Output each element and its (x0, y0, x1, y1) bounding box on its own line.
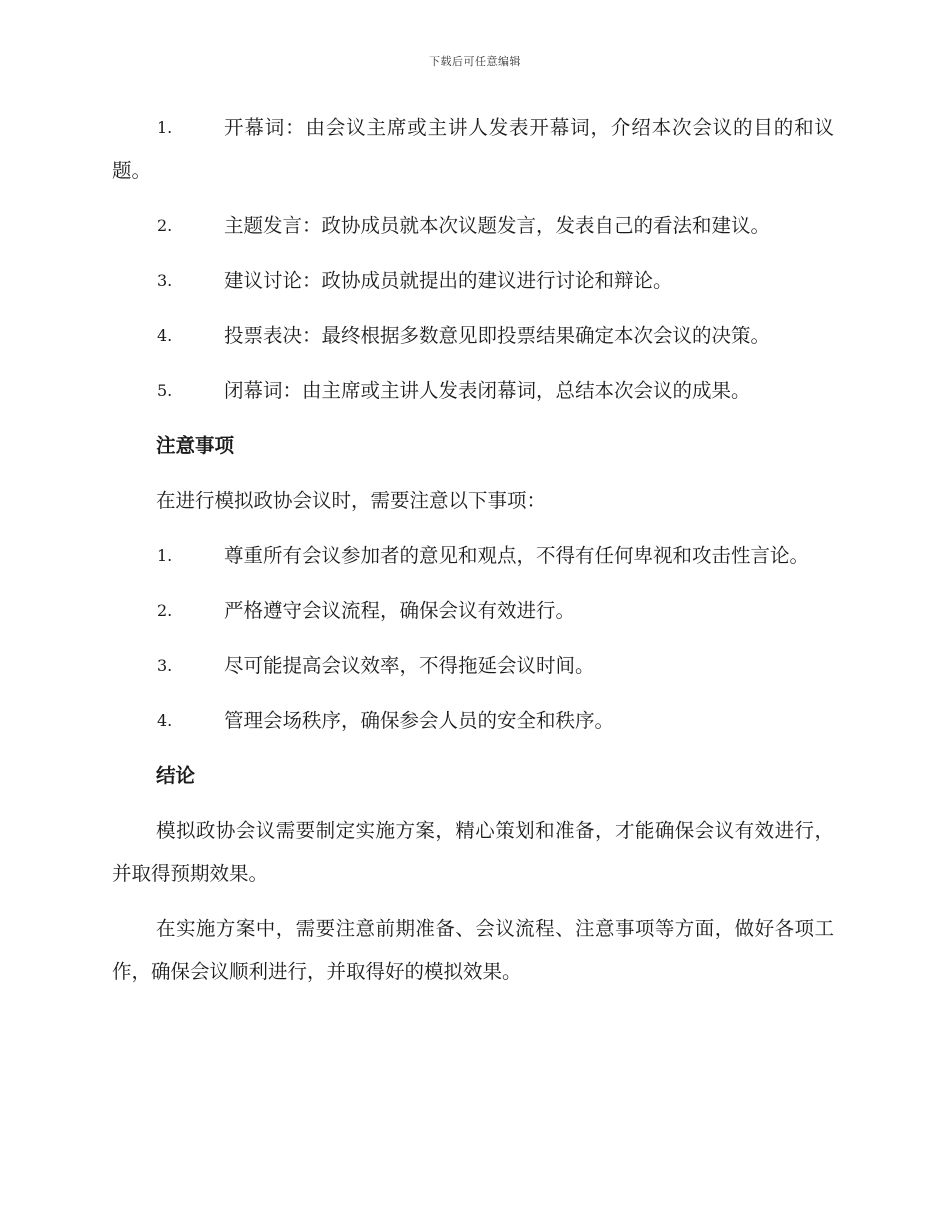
list-item-number: 2. (157, 216, 173, 235)
list-item (112, 204, 834, 247)
list-item-number: 3. (157, 271, 173, 290)
list-item-number: 5. (157, 381, 173, 400)
conclusion-paragraph: 模拟政协会议需要制定实施方案，精心策划和准备，才能确保会议有效进行，并取得预期效果。 (112, 819, 834, 885)
list-item-number: 1. (157, 118, 173, 137)
notes-intro: 在进行模拟政协会议时，需要注意以下事项： (156, 489, 547, 512)
list-item-text: 严格遵守会议流程，确保会议有效进行。 (224, 599, 576, 622)
list-item-number: 4. (157, 711, 173, 730)
list-item-text: 尽可能提高会议效率，不得拖延会议时间。 (224, 654, 595, 677)
list-item (112, 259, 834, 302)
list-item-number: 3. (157, 656, 173, 675)
list-item-text: 尊重所有会议参加者的意见和观点，不得有任何卑视和攻击性言论。 (224, 544, 810, 567)
list-item (112, 589, 834, 632)
list-item-number: 2. (157, 601, 173, 620)
list-item (112, 534, 834, 577)
list-item-number: 1. (157, 546, 173, 565)
conclusion-paragraph: 在实施方案中，需要注意前期准备、会议流程、注意事项等方面，做好各项工作，确保会议顺利进行，并取得好的模拟效果。 (112, 917, 834, 983)
page-header: 下载后可任意编辑 (429, 55, 521, 68)
list-item-text: 管理会场秩序，确保参会人员的安全和秩序。 (224, 709, 615, 732)
list-item-number: 4. (157, 326, 173, 345)
list-item-text: 开幕词：由会议主席或主讲人发表开幕词，介绍本次会议的目的和议题。 (112, 116, 834, 182)
section-heading-conclusion: 结论 (156, 764, 196, 787)
list-item (112, 314, 834, 357)
list-item-text: 建议讨论：政协成员就提出的建议进行讨论和辩论。 (224, 269, 673, 292)
list-item-text: 投票表决：最终根据多数意见即投票结果确定本次会议的决策。 (224, 324, 771, 347)
list-item-text: 闭幕词：由主席或主讲人发表闭幕词，总结本次会议的成果。 (224, 379, 751, 402)
list-item (112, 106, 834, 192)
list-item (112, 699, 834, 742)
list-item (112, 369, 834, 412)
list-item (112, 644, 834, 687)
list-item-text: 主题发言：政协成员就本次议题发言，发表自己的看法和建议。 (224, 214, 771, 237)
document-body (112, 106, 834, 1005)
section-heading-notes: 注意事项 (156, 434, 235, 457)
